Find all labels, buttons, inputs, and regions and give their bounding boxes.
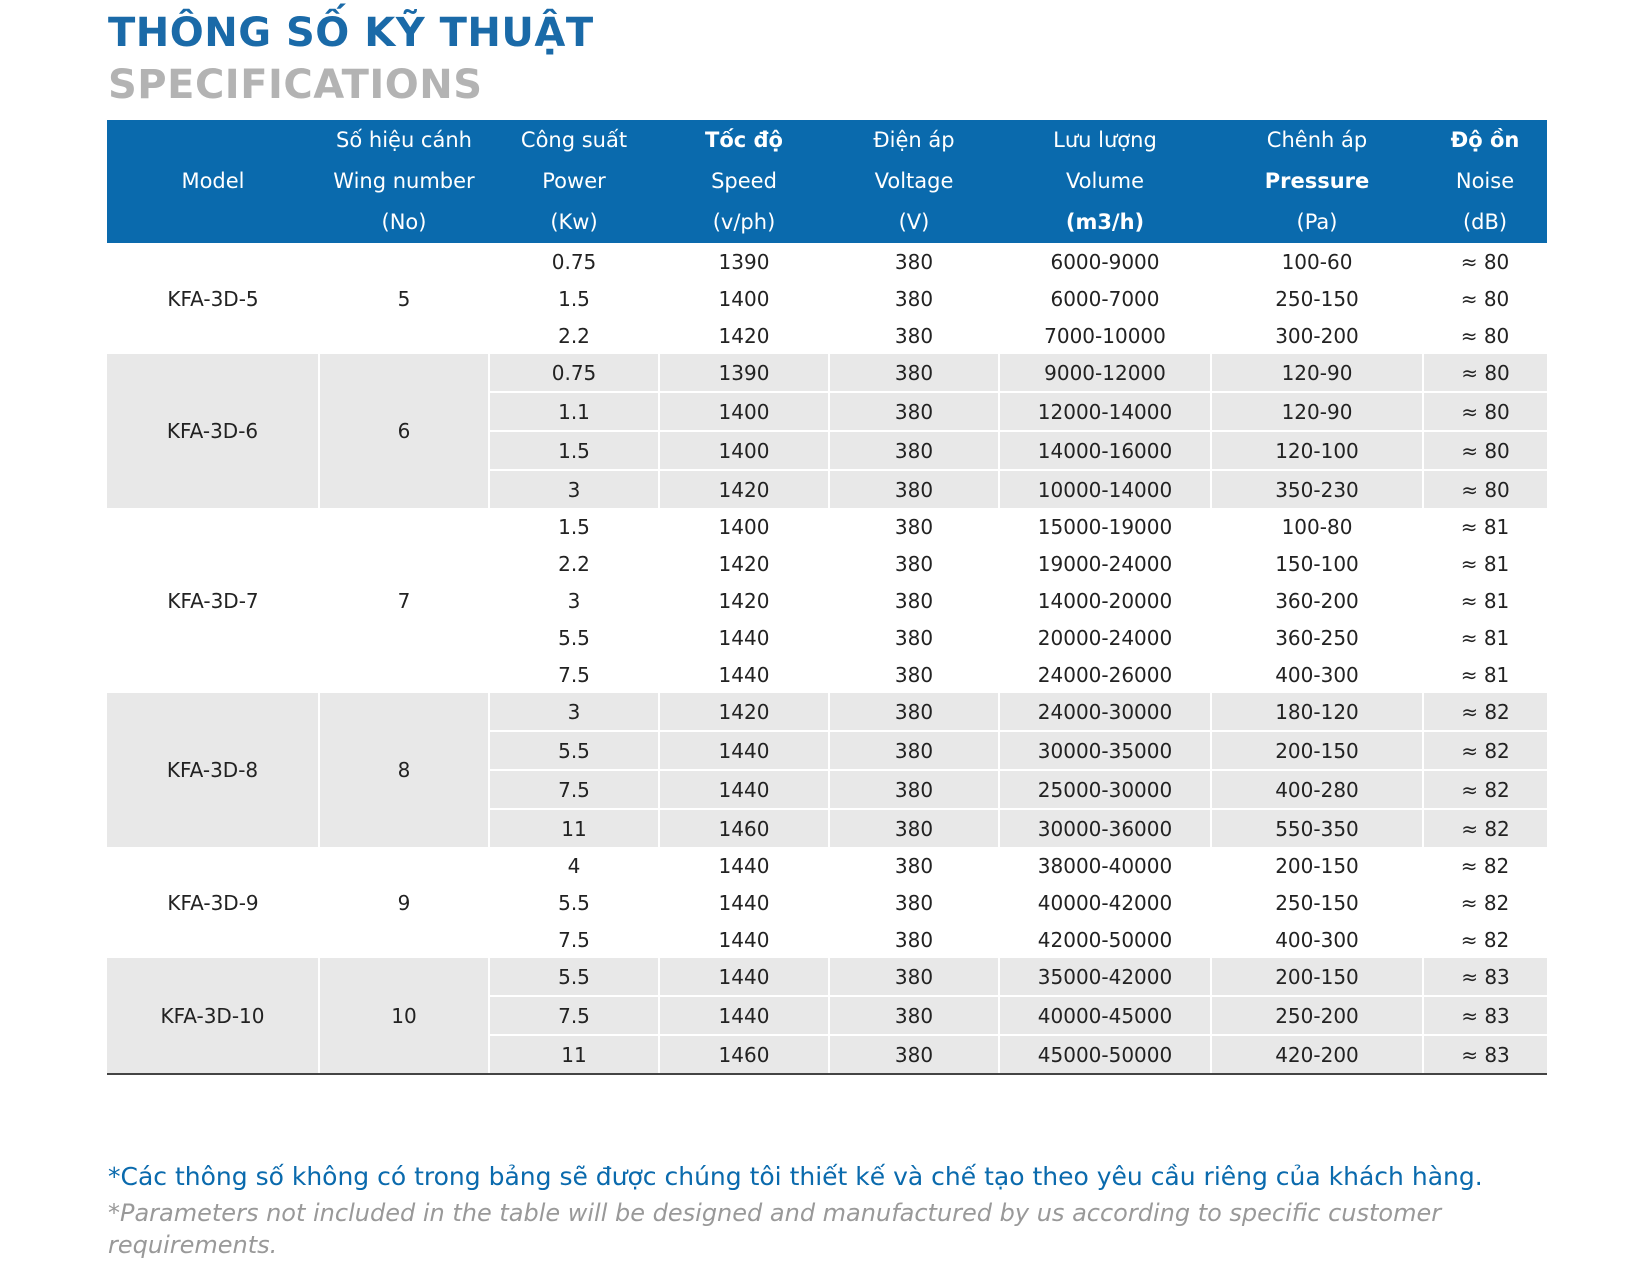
power-cell: 3 [489, 693, 659, 731]
volume-cell: 30000-36000 [999, 809, 1211, 847]
speed-cell: 1420 [718, 551, 770, 576]
pressure-cell: 550-350 [1211, 809, 1423, 847]
speed-cell: 1440 [659, 958, 829, 996]
noise-cell: ≈ 82 [1423, 770, 1547, 809]
speed-cell: 1420 [718, 588, 770, 613]
noise-cell: ≈ 81 [1460, 625, 1510, 650]
pressure-cell: 200-150 [1275, 853, 1359, 878]
wing-number-cell: 7 [397, 588, 411, 613]
speed-cell: 1440 [659, 731, 829, 770]
header-noise: Độ ồn Noise (dB) [1423, 120, 1547, 243]
model-cell: KFA-3D-9 [167, 890, 259, 915]
voltage-cell: 380 [829, 770, 999, 809]
footnote-english: *Parameters not included in the table will be designed and manufactured by us according to specific customer requirements. [108, 1199, 1442, 1259]
power-cell: 3 [567, 588, 581, 613]
volume-cell: 35000-42000 [999, 958, 1211, 996]
power-cell: 1.5 [489, 431, 659, 470]
pressure-cell: 400-300 [1275, 662, 1359, 687]
power-cell: 2.2 [558, 551, 590, 576]
table-row [107, 243, 1547, 280]
speed-cell: 1440 [718, 625, 770, 650]
speed-cell: 1440 [718, 927, 770, 952]
pressure-cell: 200-150 [1211, 731, 1423, 770]
noise-cell: ≈ 83 [1423, 958, 1547, 996]
pressure-cell: 250-200 [1211, 996, 1423, 1035]
power-cell: 1.5 [558, 286, 590, 311]
noise-cell: ≈ 83 [1423, 1035, 1547, 1074]
table-row [107, 508, 1547, 545]
pressure-cell: 200-150 [1211, 958, 1423, 996]
volume-cell: 25000-30000 [999, 770, 1211, 809]
model-group [107, 693, 1547, 847]
voltage-cell: 380 [894, 853, 934, 878]
wing-number-cell: 5 [397, 286, 411, 311]
noise-cell: ≈ 81 [1460, 514, 1510, 539]
pressure-cell: 100-80 [1281, 514, 1353, 539]
voltage-cell: 380 [894, 890, 934, 915]
speed-cell: 1440 [718, 853, 770, 878]
power-cell: 11 [489, 809, 659, 847]
pressure-cell: 360-200 [1275, 588, 1359, 613]
noise-cell: ≈ 82 [1460, 853, 1510, 878]
header-speed: Tốc độ Speed (v/ph) [659, 120, 829, 243]
model-group [107, 243, 1547, 354]
noise-cell: ≈ 80 [1423, 431, 1547, 470]
noise-cell: ≈ 80 [1423, 354, 1547, 392]
volume-cell: 24000-30000 [999, 693, 1211, 731]
pressure-cell: 180-120 [1211, 693, 1423, 731]
header-pressure: Chênh áp Pressure (Pa) [1211, 120, 1423, 243]
speed-cell: 1420 [659, 470, 829, 508]
table-row [107, 354, 1547, 392]
power-cell: 11 [489, 1035, 659, 1074]
voltage-cell: 380 [894, 551, 934, 576]
speed-cell: 1440 [659, 770, 829, 809]
noise-cell: ≈ 80 [1423, 470, 1547, 508]
noise-cell: ≈ 83 [1423, 996, 1547, 1035]
table-row [107, 847, 1547, 884]
pressure-cell: 100-60 [1281, 249, 1353, 274]
power-cell: 0.75 [489, 354, 659, 392]
volume-cell: 38000-40000 [1037, 853, 1173, 878]
pressure-cell: 350-230 [1211, 470, 1423, 508]
noise-cell: ≈ 81 [1460, 662, 1510, 687]
volume-cell: 24000-26000 [1037, 662, 1173, 687]
wing-number-cell: 6 [319, 354, 489, 508]
model-cell: KFA-3D-8 [107, 693, 319, 847]
voltage-cell: 380 [894, 286, 934, 311]
noise-cell: ≈ 80 [1460, 286, 1510, 311]
power-cell: 7.5 [558, 662, 590, 687]
speed-cell: 1460 [659, 809, 829, 847]
pressure-cell: 250-150 [1275, 890, 1359, 915]
wing-number-cell: 9 [397, 890, 411, 915]
specifications-table [107, 120, 1547, 1075]
volume-cell: 10000-14000 [999, 470, 1211, 508]
pressure-cell: 250-150 [1275, 286, 1359, 311]
wing-number-cell: 10 [319, 958, 489, 1074]
noise-cell: ≈ 81 [1460, 551, 1510, 576]
noise-cell: ≈ 82 [1423, 693, 1547, 731]
power-cell: 2.2 [558, 323, 590, 348]
model-group [107, 508, 1547, 693]
voltage-cell: 380 [829, 354, 999, 392]
speed-cell: 1440 [659, 996, 829, 1035]
pressure-cell: 120-90 [1211, 392, 1423, 431]
speed-cell: 1390 [718, 249, 770, 274]
power-cell: 5.5 [489, 731, 659, 770]
noise-cell: ≈ 80 [1460, 323, 1510, 348]
volume-cell: 7000-10000 [1044, 323, 1166, 348]
voltage-cell: 380 [829, 431, 999, 470]
footnote-vietnamese: *Các thông số không có trong bảng sẽ được chúng tôi thiết kế và chế tạo theo yêu cầu riêng của khách hàng. [108, 1162, 1483, 1191]
voltage-cell: 380 [894, 625, 934, 650]
power-cell: 5.5 [558, 625, 590, 650]
volume-cell: 6000-7000 [1050, 286, 1160, 311]
volume-cell: 15000-19000 [1037, 514, 1173, 539]
volume-cell: 6000-9000 [1050, 249, 1160, 274]
noise-cell: ≈ 81 [1460, 588, 1510, 613]
speed-cell: 1420 [659, 693, 829, 731]
pressure-cell: 300-200 [1275, 323, 1359, 348]
voltage-cell: 380 [894, 588, 934, 613]
header-power: Công suất Power (Kw) [489, 120, 659, 243]
page-subtitle: SPECIFICATIONS [108, 62, 483, 108]
model-cell: KFA-3D-7 [167, 588, 259, 613]
power-cell: 0.75 [551, 249, 597, 274]
header-wing-number: Số hiệu cánh Wing number (No) [319, 120, 489, 243]
voltage-cell: 380 [829, 809, 999, 847]
volume-cell: 14000-16000 [999, 431, 1211, 470]
model-cell: KFA-3D-6 [107, 354, 319, 508]
voltage-cell: 380 [829, 392, 999, 431]
pressure-cell: 360-250 [1275, 625, 1359, 650]
speed-cell: 1440 [718, 890, 770, 915]
header-model: Model [107, 120, 319, 243]
power-cell: 1.1 [489, 392, 659, 431]
pressure-cell: 120-100 [1211, 431, 1423, 470]
power-cell: 4 [567, 853, 581, 878]
voltage-cell: 380 [829, 958, 999, 996]
volume-cell: 9000-12000 [999, 354, 1211, 392]
pressure-cell: 400-300 [1275, 927, 1359, 952]
speed-cell: 1400 [659, 431, 829, 470]
speed-cell: 1400 [659, 392, 829, 431]
noise-cell: ≈ 82 [1460, 890, 1510, 915]
header-voltage: Điện áp Voltage (V) [829, 120, 999, 243]
volume-cell: 30000-35000 [999, 731, 1211, 770]
power-cell: 3 [489, 470, 659, 508]
noise-cell: ≈ 82 [1423, 731, 1547, 770]
table-row [107, 693, 1547, 731]
voltage-cell: 380 [829, 1035, 999, 1074]
volume-cell: 14000-20000 [1037, 588, 1173, 613]
pressure-cell: 420-200 [1211, 1035, 1423, 1074]
header-volume: Lưu lượng Volume (m3/h) [999, 120, 1211, 243]
speed-cell: 1400 [718, 514, 770, 539]
model-group [107, 958, 1547, 1074]
page-title: THÔNG SỐ KỸ THUẬT [108, 10, 594, 56]
model-cell: KFA-3D-10 [107, 958, 319, 1074]
noise-cell: ≈ 82 [1423, 809, 1547, 847]
power-cell: 5.5 [558, 890, 590, 915]
power-cell: 7.5 [558, 927, 590, 952]
volume-cell: 20000-24000 [1037, 625, 1173, 650]
wing-number-cell: 8 [319, 693, 489, 847]
power-cell: 1.5 [558, 514, 590, 539]
model-group [107, 354, 1547, 508]
volume-cell: 42000-50000 [1037, 927, 1173, 952]
volume-cell: 12000-14000 [999, 392, 1211, 431]
pressure-cell: 400-280 [1211, 770, 1423, 809]
speed-cell: 1390 [659, 354, 829, 392]
voltage-cell: 380 [894, 662, 934, 687]
power-cell: 7.5 [489, 996, 659, 1035]
voltage-cell: 380 [829, 731, 999, 770]
model-group [107, 847, 1547, 958]
voltage-cell: 380 [894, 249, 934, 274]
voltage-cell: 380 [894, 323, 934, 348]
pressure-cell: 120-90 [1211, 354, 1423, 392]
table-row [107, 958, 1547, 996]
power-cell: 7.5 [489, 770, 659, 809]
voltage-cell: 380 [829, 470, 999, 508]
power-cell: 5.5 [489, 958, 659, 996]
voltage-cell: 380 [894, 514, 934, 539]
speed-cell: 1420 [718, 323, 770, 348]
model-cell: KFA-3D-5 [167, 286, 259, 311]
volume-cell: 45000-50000 [999, 1035, 1211, 1074]
speed-cell: 1440 [718, 662, 770, 687]
noise-cell: ≈ 80 [1460, 249, 1510, 274]
speed-cell: 1400 [718, 286, 770, 311]
speed-cell: 1460 [659, 1035, 829, 1074]
noise-cell: ≈ 82 [1460, 927, 1510, 952]
noise-cell: ≈ 80 [1423, 392, 1547, 431]
voltage-cell: 380 [829, 693, 999, 731]
volume-cell: 40000-45000 [999, 996, 1211, 1035]
voltage-cell: 380 [829, 996, 999, 1035]
voltage-cell: 380 [894, 927, 934, 952]
table-header-row [107, 120, 1547, 243]
volume-cell: 40000-42000 [1037, 890, 1173, 915]
volume-cell: 19000-24000 [1037, 551, 1173, 576]
pressure-cell: 150-100 [1275, 551, 1359, 576]
